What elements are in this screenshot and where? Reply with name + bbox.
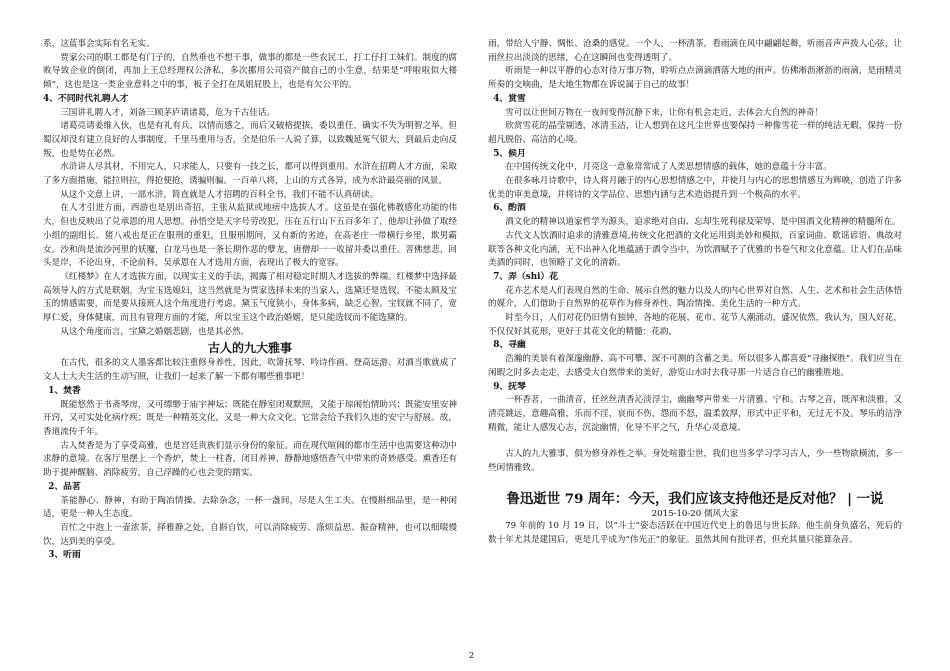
paragraph: 在人才引进方面，西游也是别出奇招，主张从监狱或地痞中选拔人才。这虽是在强化佛教感化功能的伟大，但也反映出了兑承恩的用人思想。孙悟空是天字号劳改犯，压在五行山下五百多年了，他却让孙做了取经小组的副组长。猪八戒也是正在服刑的重犯，且服刑期间，又有新的劣迹，在高老庄一带横行乡里，欺男霸女。沙和尚是流沙河里的妖魔，白龙马也是一条长期作恶的孽龙，唐僧却一一收留并委以重任。菩佛慈悲，回头是岸，不论出身，不论前科，吴承恩在人才选用方面，表现出了极大的宽容。 — [43, 203, 457, 269]
section-heading: 1、焚香 — [48, 385, 81, 396]
paragraph: 三国讲礼聘人才，刘备三顾茅庐请诸葛，危为千古佳话。 — [60, 107, 276, 118]
paragraph: 雨，带给人宁静、惆怅、沧桑的感觉。一个人，一杯清茶，看雨滴在风中翩翩起舞，听雨音声声拨人心弦，让雨丝拉出淡淡的思绪，心在这瞬间也变得透明了。 — [488, 39, 902, 63]
paragraph: 从这个角度而言，宝黛之婚姻悲剧，也是其必然。 — [60, 326, 250, 337]
left-column — [43, 38, 457, 563]
paragraph: 酒文化的精神以道家哲学为源头，追求绝对自由、忘却生死利禄及荣辱，是中国酒文化精神的精髓所在。 — [505, 217, 901, 228]
section-heading: 3、听雨 — [48, 550, 81, 561]
article-title: 古人的九大雅事 — [207, 341, 292, 356]
page-number: 2 — [469, 651, 475, 660]
section-heading: 2、品茗 — [48, 481, 81, 492]
paragraph: 百忙之中泡上一壶浓茶，择雅静之处，自斟自饮，可以消除疲劳、涤烦益思、振奋精神，也可以细啜慢饮，达到美的享受。 — [43, 522, 457, 547]
paragraph: 时至今日，人们对花仍旧情有独钟，各地的花展、花市、花节人潮涌动，盛况依然，我认为，国人好花，不仅仅好其花形，更好于其花文化的精髓：花韵。 — [488, 313, 902, 337]
section-heading: 6、酌酒 — [493, 203, 526, 214]
paragraph: 《红楼梦》在人才选拔方面，以现实主义的手法，揭露了相对稳定时期人才选拔的弊端。红楼梦中选择最高领导人的方式是联姻。为宝玉选媳妇，这当然就是为贾家选择未来的当家人，选黛还是选钗，不能太顾及宝玉的情感需要，而是要从接班人这个角度进行考虑。黛玉气度狭小，身体多病，缺乏心智。宝钗就不同了，宽厚仁爱，身体健康，而且有管理方面的才能，所以宝玉这个政治婚姻，是只能选钗而不能选黛的。 — [43, 271, 457, 324]
paragraph: 茶能静心、静神，有助于陶冶情操、去除杂念，一杯一盏间，尽是人生工夫。在慢斟细品里，是一种闲适，更是一种人生态度。 — [43, 495, 457, 520]
paragraph: 在中国传统文化中，月亮这一意象常常成了人类思想情感的载体，她的意蕴十分丰富。 — [505, 162, 832, 173]
paragraph: 古人焚香是为了享受高雅，也是宫廷贵族们显示身份的象征。而在现代喧闹的都市生活中也需要这种动中求静的意境。在客厅里摆上一个香炉，焚上一柱香，闭目养神，静静地感悟香气中带来的奇妙感受。熏香还有助于提神醒脑、消除疲劳，自己浮躁的心也会变的踏实。 — [43, 440, 457, 479]
section-heading: 4、不同时代礼聘人才 — [43, 93, 129, 104]
paragraph: 浩瀚的美景有着深邃幽静、高不可攀、深不可测的含蓄之美。所以很多人都喜爱“寻幽探胜”。我们应当在闲暇之时多去走走，去感受大自然带来的美好，游览山水时去我寻那一片适合自己的幽雅胜地。 — [488, 354, 902, 378]
article-byline: 2015-10-20 儒风大家 — [651, 508, 739, 519]
paragraph: 79 年前的 10 月 19 日，以“斗士”姿态活跃在中国近代史上的鲁迅与世长辞。他生前身负盛名，死后的数十年尤其是建国后，更是几乎成为“伟光正”的象征。虽然其间有批评者，但充其量只能算杂音。 — [488, 520, 902, 545]
section-heading: 9、抚琴 — [493, 381, 526, 392]
paragraph: 从这个文意上讲，一部水浒，简直就是人才招聘的百科全书，我们不能不认真研读。 — [60, 189, 379, 200]
paragraph: 水浒讲人尽其材，不用完人，只求能人，只要有一技之长，都可以得到重用。水浒在招聘人才方面，采取了多方面措施，能拉则拉，得抢便抢，诱骗则骗。一百单八将，上山的方式各异，成为水浒最亮丽的风景。 — [43, 162, 457, 187]
paragraph: 雪可以让世间万物在一夜间变得沉静下来，让你有机会走近，去体会大自然的神奇！ — [505, 107, 824, 118]
paragraph: 听雨是一种以平静的心态对待万事万物，聆听点点滴滴洒落大地的雨声。仿佛淅沥淅沥的雨滴，是雨精灵所奏的交响曲，是大地生物都在诉说属于自己的故事！ — [488, 66, 902, 91]
paragraph: 花卉艺术是人们表现自然的生命、展示自然的魅力以及人的内心世界对自然、人生、艺术和社会生活体悟的媒介，人们借助于自然界的花草作为修身养性、陶冶情操、美化生活的一种方式。 — [488, 285, 902, 310]
paragraph: 在很多咏月诗歌中，诗人将月融于的内心思想情感之中，并使月与内心的思想情感互为辉映，创造了许多优美的审美意境，并将诗的文学品位、思想内涵与艺术造诣提升到一个极高的水平。 — [488, 176, 902, 200]
article-title: 鲁迅逝世 79 周年：今天，我们应该支持他还是反对他？ | 一说 — [506, 490, 884, 507]
section-heading: 7、弄（shi）花 — [493, 271, 559, 282]
section-heading: 8、寻幽 — [493, 340, 526, 351]
paragraph: 欣赏雪花的晶莹剔透，冰清玉洁，让人想到在这凡尘世界也要保持一种像雪花一样的纯洁无暇，保持一份超凡脱俗、高洁的心境。 — [488, 121, 902, 145]
section-heading: 5、候月 — [493, 148, 526, 159]
paragraph: 系，这蓝事会实际有名无实。 — [43, 39, 155, 49]
paragraph: 古代文人饮酒时追求的清雅意境,传统文化把酒的文化运用到美妙和模拟，百家词曲、歌谣谚语、典故对联等各种文化内涵，无不出神入化地蕴涵于酒令当中，为饮酒赋予了优雅的书卷气和文化意蕴。让人们在品味美酒的同时，也领略了文化的清新。 — [488, 230, 902, 269]
paragraph: 贾家公司的职工都是有门子的，自然垂也不想干事，做事的都是一些农民工，打工仔打工妹们。制度的腐败导致企业的倒闭，再加上王总经理权公济私，多次挪用公司资产做自己的小生意，结果是“呼啦啦似大楼倾”，这也是这一类企业意料之中的事，板子全打在凤姐屁股上，也是有欠公平的。 — [43, 52, 457, 91]
paragraph: 诸葛亮请姜维入伙，也是有礼有兵，以情而感之，而后又破格提拔，委以重任，确实不失为明智之举。但蜀汉却没有建立良好的人事制度，千里马重用与否，全是伯乐一人说了算，以致魏延冤气很大，到最后走向反叛，也是势在必然。 — [43, 121, 457, 159]
right-column — [488, 38, 902, 547]
spacer — [488, 435, 902, 448]
paragraph: 既能悠然于书斋琴房，又可缥缈于庙宇神坛；既能在静室闭观默照，又能于琼闱怡情助兴；既能安里安神开窍，又可实处化病疗疾；既是一种精英文化，又是一种大众文化。它常会给予我们久违的安宁与舒展。故，香道流传千年。 — [43, 399, 457, 437]
section-heading: 4、赏雪 — [493, 93, 526, 104]
paragraph: 一杯香茗，一曲清音，任丝丝清香沁淡浮尘，幽幽琴声带来一片清雅、宁和。古琴之音，既浑和淡雅，又清亮跳远，意趣高雅，乐而不淫，哀而不伤，怨而不怒，温柔敦厚，形式中正平和，无过无不及。琴乐的洁净精微，能让人感发心志，沉淀幽情，化导不平之气，升华心灵意境。 — [488, 395, 902, 433]
paragraph: 在古代，很多的文人墨客都比较注重修身养性，因此，吹箫抚琴、吟诗作画、登高远游、对酒当歌就成了文人士大夫生活的生动写照，让我们一起来了解一下都有哪些雅事吧！ — [43, 358, 457, 383]
paragraph: 古人的九大雅事，俱为修身养性之举。身处喧嚣尘世，我们也当多学习学习古人，少一些物欲横流，多一些闲情雅致。 — [488, 449, 902, 474]
